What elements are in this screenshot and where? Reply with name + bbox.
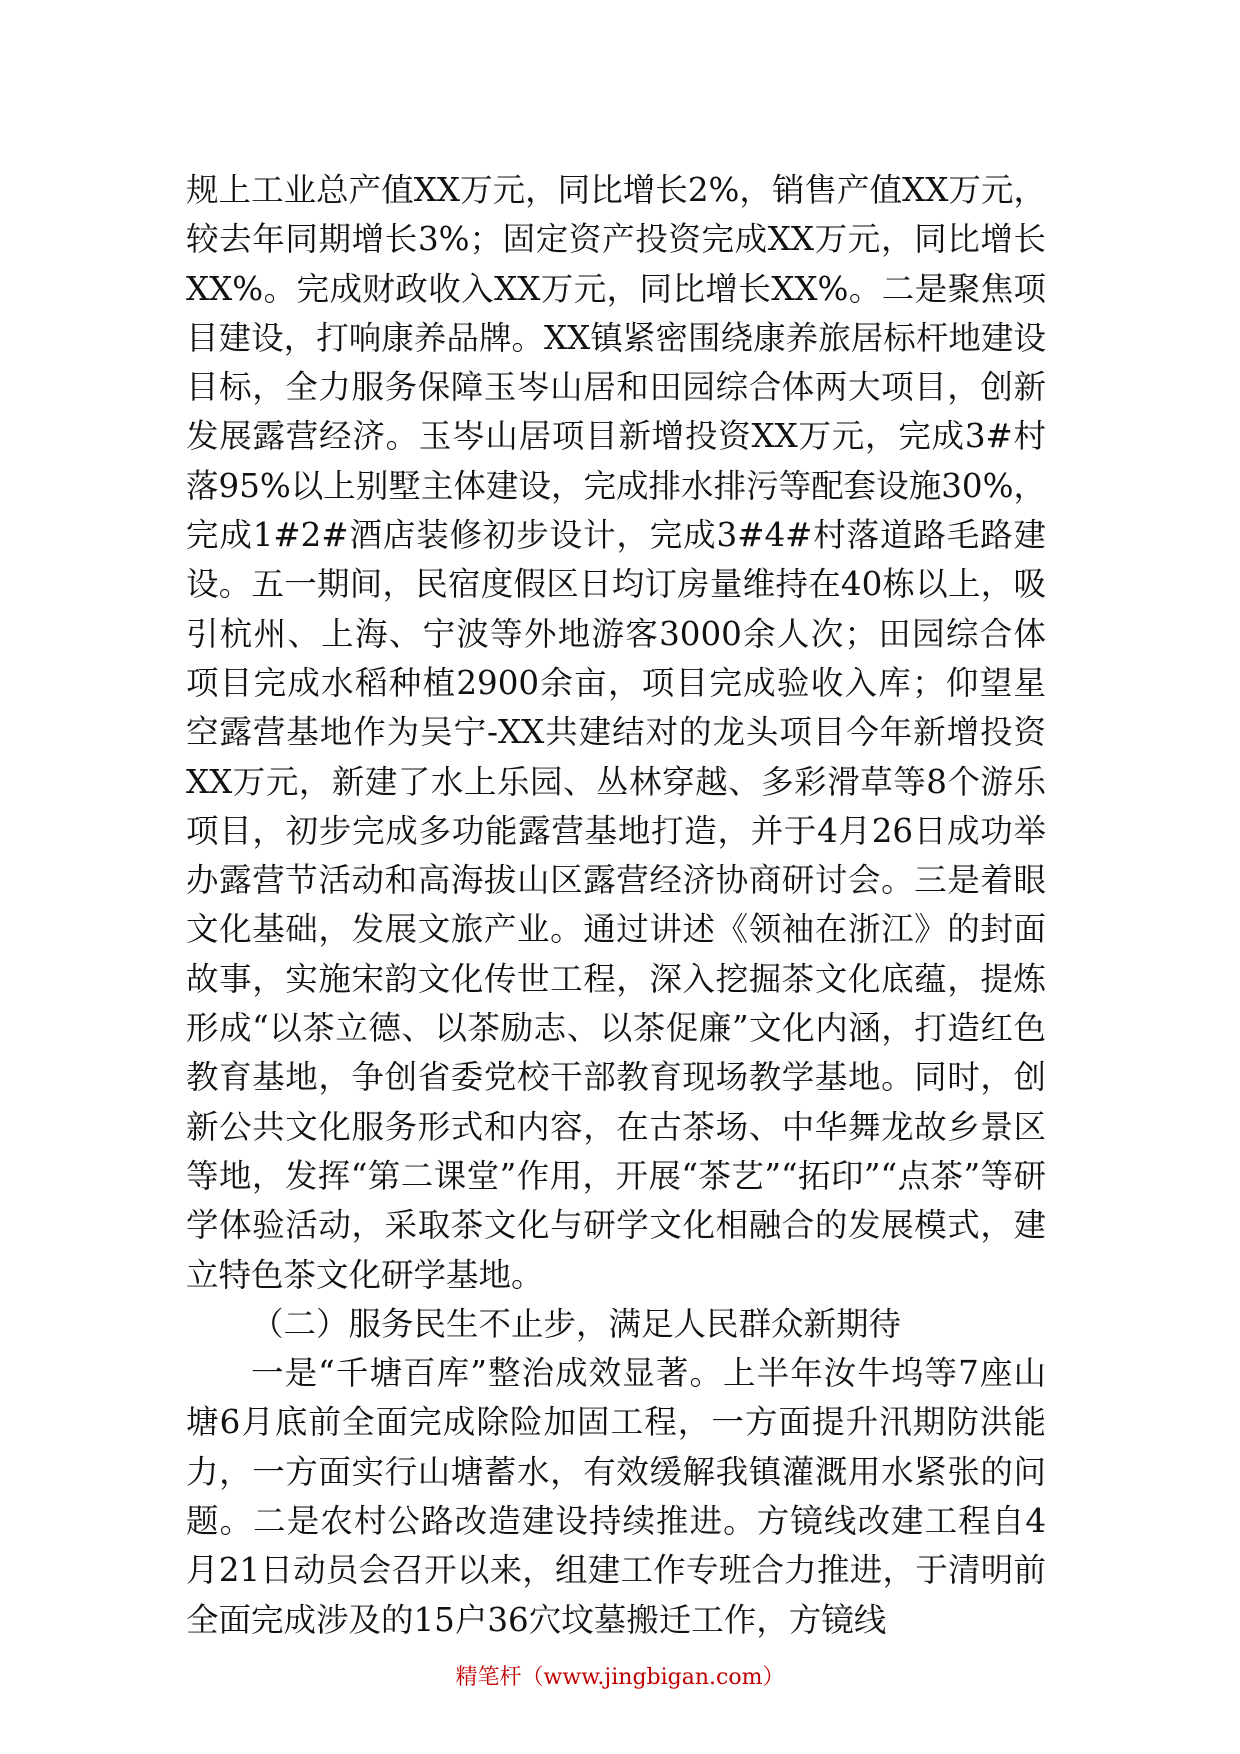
section-heading: （二）服务民生不止步，满足人民群众新期待 xyxy=(251,1304,902,1343)
body-paragraph-1: 规上工业总产值XX万元，同比增长2%，销售产值XX万元，较去年同期增长3%；固定资产投资完成XX万元，同比增长XX%。完成财政收入XX万元，同比增长XX%。二是聚焦项目建设，打响康养品牌。XX镇紧密围绕康养旅居标杆地建设目标，全力服务保障玉岑山居和田园综合体两大项目，创新发展露营经济。玉岑山居项目新增投资XX万元，完成3#村落95%以上别墅主体建设，完成排水排污等配套设施30%，完成1#2#酒店装修初步设计，完成3#4#村落道路毛路建设。五一期间，民宿度假区日均订房量维持在40栋以上，吸引杭州、上海、宁波等外地游客3000余人次；田园综合体项目完成水稻种植2900余亩，项目完成验收入库；仰望星空露营基地作为吴宁-XX共建结对的龙头项目今年新增投资XX万元，新建了水上乐园、丛林穿越、多彩滑草等8个游乐项目，初步完成多功能露营基地打造，并于4月26日成功举办露营节活动和高海拔山区露营经济协商研讨会。三是着眼文化基础，发展文旅产业。通过讲述《领袖在浙江》的封面故事，实施宋韵文化传世工程，深入挖掘茶文化底蕴，提炼形成“以茶立德、以茶励志、以茶促廉”文化内涵，打造红色教育基地，争创省委党校干部教育现场教学基地。同时，创新公共文化服务形式和内容，在古茶场、中华舞龙故乡景区等地，发挥“第二课堂”作用，开展“茶艺”“拓印”“点茶”等研学体验活动，采取茶文化与研学文化相融合的发展模式，建立特色茶文化研学基地。 xyxy=(186,171,1046,1294)
footer-watermark: 精笔杆（www.jingbigan.com） xyxy=(455,1665,785,1690)
body-paragraph-2: 一是“千塘百库”整治成效显著。上半年汝牛坞等7座山塘6月底前全面完成除险加固工程，一方面提升汛期防洪能力，一方面实行山塘蓄水，有效缓解我镇灌溉用水紧张的问题。二是农村公路改造建设持续推进。方镜线改建工程自4月21日动员会召开以来，组建工作专班合力推进，于清明前全面完成涉及的15户36穴坟墓搬迁工作，方镜线 xyxy=(186,1354,1046,1639)
document-body xyxy=(186,166,1046,1645)
